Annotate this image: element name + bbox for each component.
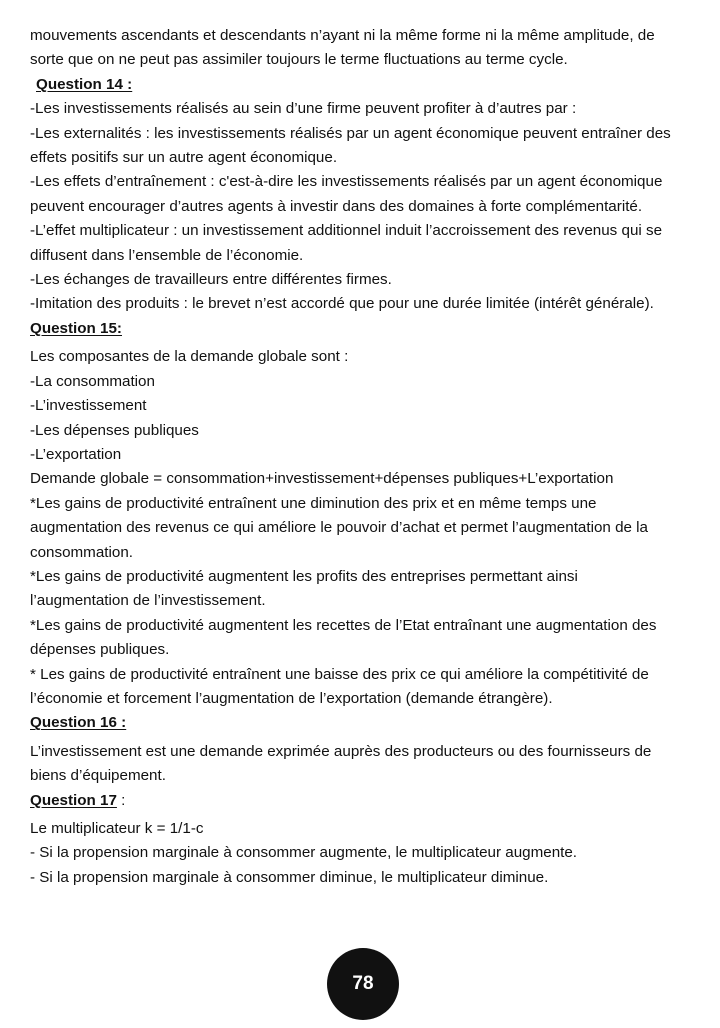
- text-line: dépenses publiques.: [30, 641, 170, 659]
- question-15-section: [30, 317, 702, 712]
- question-14-section: [30, 73, 702, 317]
- text-line: - Si la propension marginale à consommer augmente, le multiplicateur augmente.: [30, 844, 578, 862]
- text-line: Les composantes de la demande globale sont :: [30, 348, 349, 366]
- text-line: - Si la propension marginale à consommer diminue, le multiplicateur diminue.: [30, 868, 549, 886]
- intro-paragraph: [30, 24, 702, 73]
- text-line: -Les externalités : les investissements réalisés par un agent économique peuvent entraîner des: [30, 124, 671, 142]
- text-line: -L’exportation: [30, 445, 122, 463]
- text-line: Demande globale = consommation+investissement+dépenses publiques+L’exportation: [30, 470, 614, 488]
- heading-suffix: :: [116, 791, 126, 809]
- text-line: -Les échanges de travailleurs entre différentes firmes.: [30, 271, 392, 289]
- text-line: Le multiplicateur k = 1/1-c: [30, 820, 204, 837]
- text-line: -La consommation: [30, 372, 155, 390]
- text-line: sorte que on ne peut pas assimiler toujours le terme fluctuations au terme cycle.: [30, 51, 568, 69]
- text-line: *Les gains de productivité augmentent les recettes de l’Etat entraînant une augmentation des: [30, 616, 657, 634]
- question-17-heading: Question 17: [30, 791, 117, 809]
- question-17-section: [30, 789, 702, 891]
- question-16-heading: Question 16 :: [30, 714, 127, 732]
- text-line: L’investissement est une demande exprimée auprès des producteurs ou des fournisseurs de: [30, 742, 652, 760]
- text-line: consommation.: [30, 543, 133, 561]
- text-line: -L’effet multiplicateur : un investissement additionnel induit l’accroissement des revenus qui se: [30, 222, 663, 240]
- text-line: l’augmentation de l’investissement.: [30, 592, 266, 610]
- text-line: -L’investissement: [30, 397, 147, 415]
- text-line: diffusent dans l’ensemble de l’économie.: [30, 246, 304, 264]
- text-line: -Imitation des produits : le brevet n’est accordé que pour une durée limitée (intérêt générale).: [30, 295, 654, 313]
- text-line: -Les investissements réalisés au sein d’une firme peuvent profiter à d’autres par :: [30, 100, 577, 118]
- question-16-section: [30, 711, 702, 788]
- text-line: *Les gains de productivité augmentent les profits des entreprises permettant ainsi: [30, 567, 578, 585]
- text-line: -Les effets d’entraînement : c'est-à-dire les investissements réalisés par un agent économique: [30, 173, 663, 191]
- text-line: biens d’équipement.: [30, 767, 166, 785]
- text-line: mouvements ascendants et descendants n’ayant ni la même forme ni la même amplitude, de: [30, 27, 655, 44]
- document-page: [30, 24, 702, 890]
- text-line: effets positifs sur un autre agent économique.: [30, 149, 338, 167]
- text-line: l’économie et forcement l’augmentation de l’exportation (demande étrangère).: [30, 689, 553, 707]
- text-line: * Les gains de productivité entraînent une baisse des prix ce qui améliore la compétitivité de: [30, 665, 649, 683]
- text-line: *Les gains de productivité entraînent une diminution des prix et en même temps une: [30, 494, 597, 512]
- text-line: peuvent encourager d’autres agents à investir dans des domaines à forte complémentarité.: [30, 197, 643, 215]
- text-line: -Les dépenses publiques: [30, 421, 199, 439]
- question-14-heading: Question 14 :: [36, 75, 133, 93]
- question-15-heading: Question 15:: [30, 319, 122, 337]
- text-line: augmentation des revenus ce qui améliore le pouvoir d’achat et permet l’augmentation de la: [30, 519, 649, 537]
- question-17-heading-row: [30, 789, 702, 813]
- page-number-badge: 78: [327, 948, 399, 1020]
